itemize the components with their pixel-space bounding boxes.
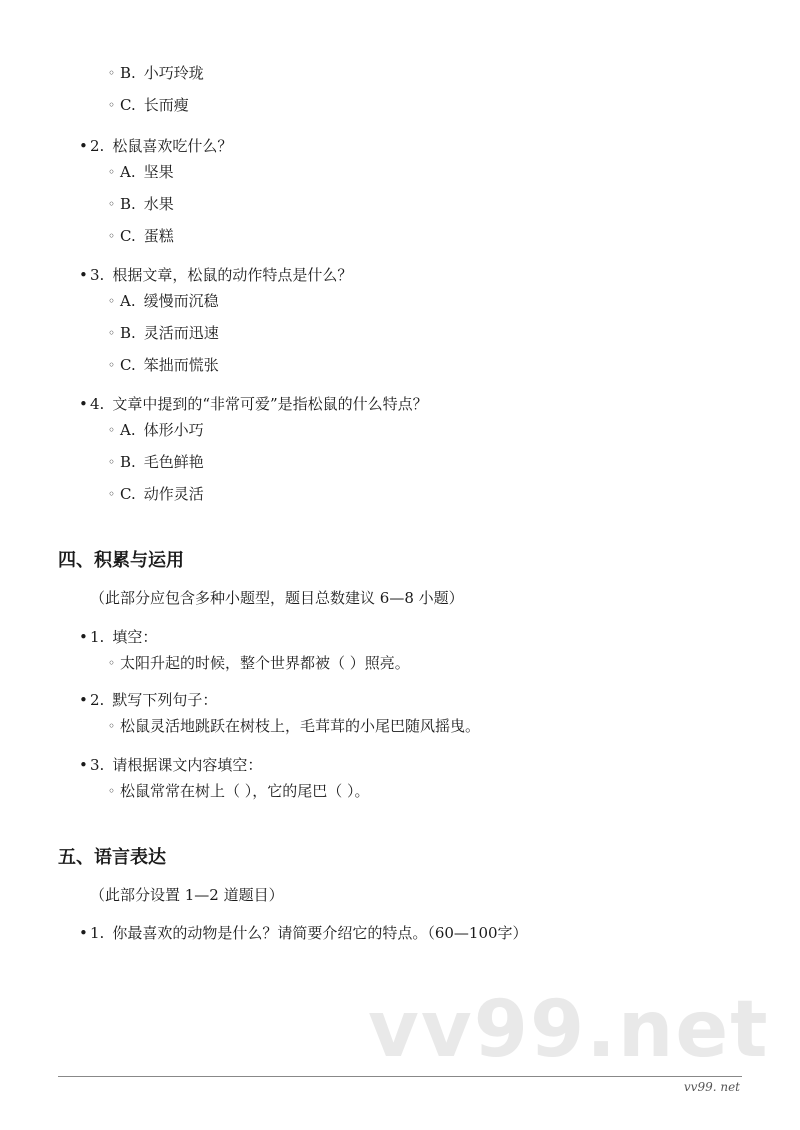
section-4-item-2: • 2. 默写下列句子： ◦ 松鼠灵活地跳跃在树枝上，毛茸茸的小尾巴随风摇曳。 bbox=[0, 687, 800, 755]
question-text: 填空： bbox=[112, 628, 158, 646]
question-text: 松鼠喜欢吃什么？ bbox=[112, 137, 233, 155]
option-c: ◦ C. 笨拙而慌张 bbox=[90, 352, 800, 384]
question-3: • 3. 根据文章，松鼠的动作特点是什么？ ◦ A. 缓慢而沉稳 ◦ B. 灵活而迅速 ◦ C. 笨拙而慌张 bbox=[0, 262, 800, 394]
footer-divider bbox=[58, 1076, 742, 1077]
option-bullet: ◦ bbox=[108, 294, 116, 308]
question-bullet: • bbox=[79, 628, 88, 646]
section-4-note: （此部分应包含多种小题型，题目总数建议 6—8 小题） bbox=[90, 589, 464, 607]
option-bullet: ◦ bbox=[108, 165, 116, 179]
option-bullet: ◦ bbox=[108, 423, 116, 437]
question-text: 默写下列句子： bbox=[112, 691, 218, 709]
option-b: ◦ B. 小巧玲珑 bbox=[90, 60, 800, 92]
option-a: ◦ A. 坚果 bbox=[90, 159, 800, 191]
option-a: ◦ A. 体形小巧 bbox=[90, 417, 800, 449]
option-bullet: ◦ bbox=[108, 358, 116, 372]
option-c: ◦ C. 动作灵活 bbox=[90, 481, 800, 513]
question-bullet: • bbox=[79, 266, 88, 284]
question-1-tail bbox=[0, 60, 800, 134]
question-bullet: • bbox=[79, 924, 88, 942]
option-bullet: ◦ bbox=[108, 326, 116, 340]
question-text: 根据文章，松鼠的动作特点是什么？ bbox=[112, 266, 353, 284]
option-b: ◦ B. 灵活而迅速 bbox=[90, 320, 800, 352]
option-c: ◦ C. 长而瘦 bbox=[90, 92, 800, 124]
question-text: 请根据课文内容填空： bbox=[112, 756, 263, 774]
option-bullet: ◦ bbox=[108, 98, 116, 112]
question-4: • 4. 文章中提到的“非常可爱”是指松鼠的什么特点？ ◦ A. 体形小巧 ◦ B. 毛色鲜艳 ◦ C. 动作灵活 bbox=[0, 391, 800, 523]
question-bullet: • bbox=[79, 691, 88, 709]
option-bullet: ◦ bbox=[108, 487, 116, 501]
option-b: ◦ B. 水果 bbox=[90, 191, 800, 223]
option-bullet: ◦ bbox=[108, 455, 116, 469]
option-bullet: ◦ bbox=[108, 66, 116, 80]
question-text: 文章中提到的“非常可爱”是指松鼠的什么特点？ bbox=[112, 395, 428, 413]
option-bullet: ◦ bbox=[108, 656, 116, 670]
option-a: ◦ A. 缓慢而沉稳 bbox=[90, 288, 800, 320]
option-bullet: ◦ bbox=[108, 197, 116, 211]
sub-item: ◦ 松鼠常常在树上（ ），它的尾巴（ ）。 bbox=[90, 778, 800, 810]
question-2: • 2. 松鼠喜欢吃什么？ ◦ A. 坚果 ◦ B. 水果 ◦ C. 蛋糕 bbox=[0, 133, 800, 265]
section-5-title: 五、语言表达 bbox=[58, 847, 166, 868]
section-4-item-1: • 1. 填空： ◦ 太阳升起的时候，整个世界都被（ ）照亮。 bbox=[0, 624, 800, 692]
option-bullet: ◦ bbox=[108, 784, 116, 798]
watermark: vv99.net bbox=[368, 985, 770, 1075]
option-c: ◦ C. 蛋糕 bbox=[90, 223, 800, 255]
section-4-title: 四、积累与运用 bbox=[58, 550, 184, 571]
section-4-item-3: • 3. 请根据课文内容填空： ◦ 松鼠常常在树上（ ），它的尾巴（ ）。 bbox=[0, 752, 800, 820]
question-bullet: • bbox=[79, 395, 88, 413]
question-bullet: • bbox=[79, 756, 88, 774]
section-5-item-1: • 1. 你最喜欢的动物是什么？请简要介绍它的特点。（60—100字） bbox=[0, 920, 800, 956]
option-bullet: ◦ bbox=[108, 229, 116, 243]
option-bullet: ◦ bbox=[108, 719, 116, 733]
section-5-note: （此部分设置 1—2 道题目） bbox=[90, 886, 284, 904]
option-b: ◦ B. 毛色鲜艳 bbox=[90, 449, 800, 481]
footer-site-label: vv99. net bbox=[683, 1080, 740, 1094]
sub-item: ◦ 太阳升起的时候，整个世界都被（ ）照亮。 bbox=[90, 650, 800, 682]
sub-item: ◦ 松鼠灵活地跳跃在树枝上，毛茸茸的小尾巴随风摇曳。 bbox=[90, 713, 800, 745]
question-text: 你最喜欢的动物是什么？请简要介绍它的特点。（60—100字） bbox=[112, 924, 528, 942]
question-bullet: • bbox=[79, 137, 88, 155]
